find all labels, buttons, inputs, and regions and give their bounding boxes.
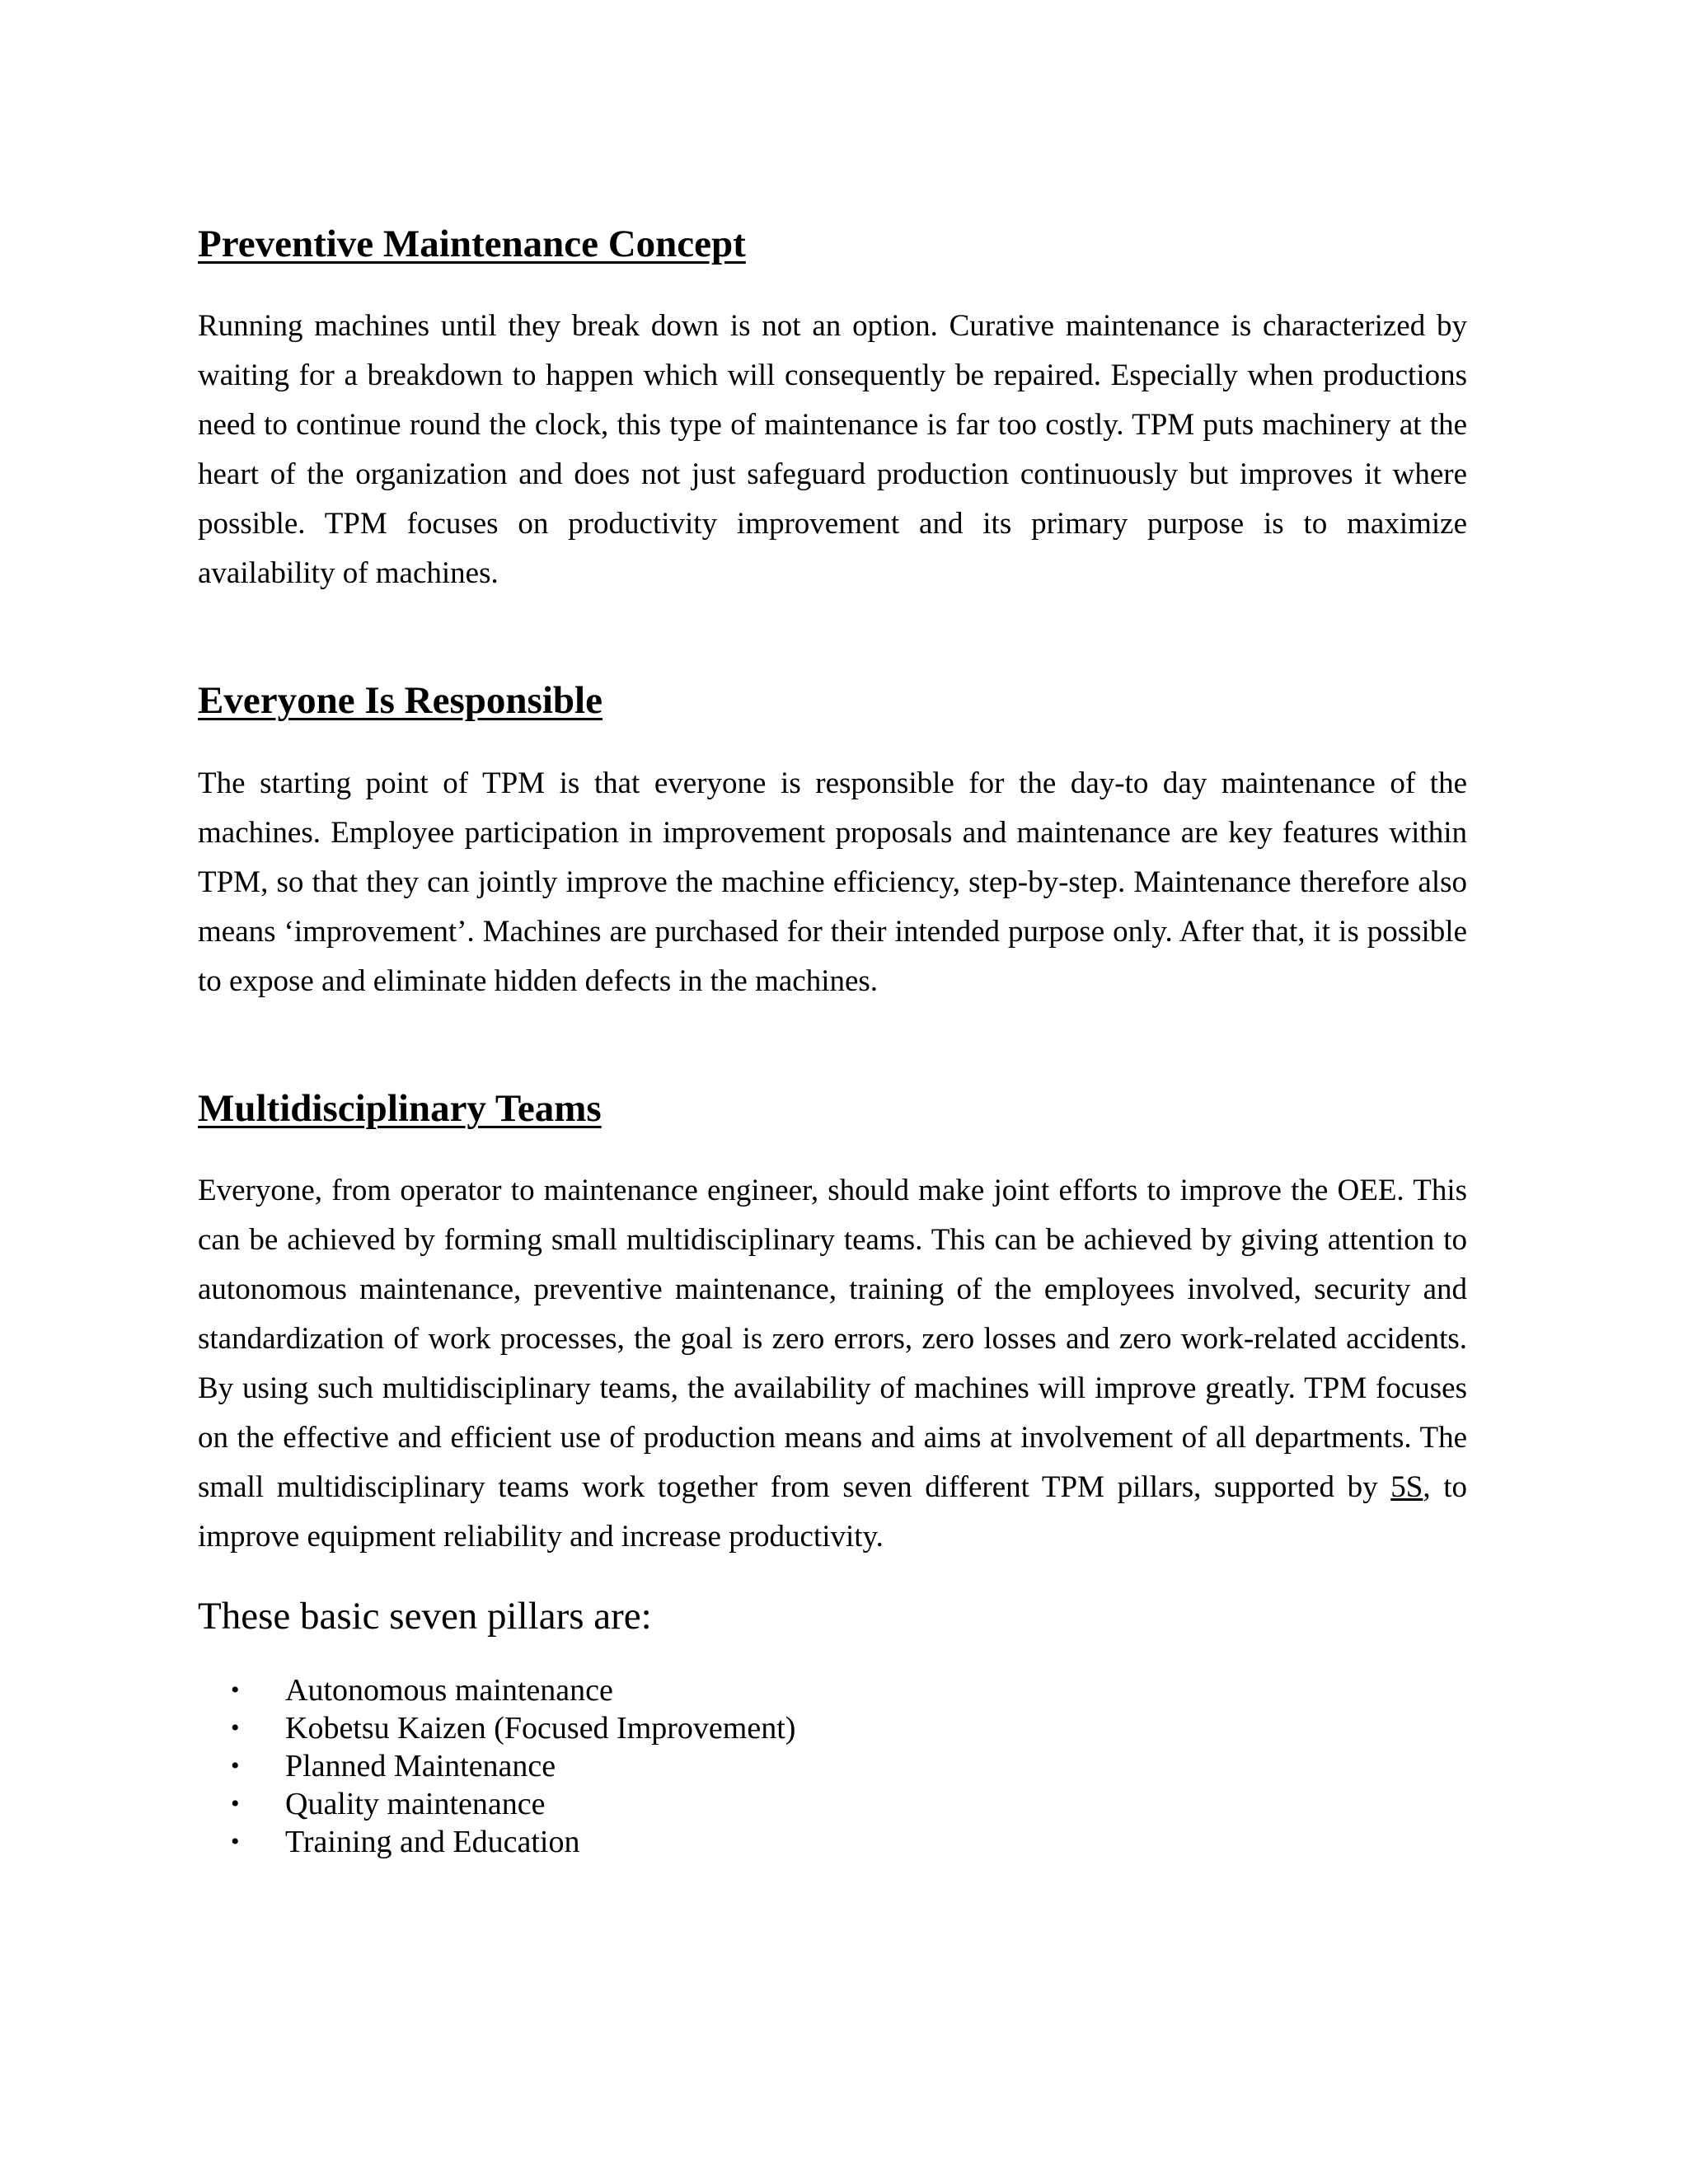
list-item <box>231 1747 1467 1785</box>
list-item-label: Autonomous maintenance <box>285 1672 613 1708</box>
section-heading: Preventive Maintenance Concept <box>198 223 746 265</box>
bullet-icon: • <box>231 1827 240 1855</box>
section-paragraph: The starting point of TPM is that everyone is responsible for the day-to day maintenance of the machines. Employee participation in improvement proposals and maintenance are key features within TPM, so that they can jointly improve the machine efficiency, step-by-step. Maintenance therefore also means ‘improvement’. Machines are purchased for their intended purpose only. After that, it is possible to expose and eliminate hidden defects in the machines. <box>198 766 1467 998</box>
list-item-label: Training and Education <box>285 1824 580 1859</box>
list-item-label: Kobetsu Kaizen (Focused Improvement) <box>285 1710 796 1746</box>
section-multidisciplinary-teams <box>198 1085 1467 1562</box>
list-item-label: Quality maintenance <box>285 1786 546 1821</box>
section-heading: Everyone Is Responsible <box>198 679 603 723</box>
bullet-icon: • <box>231 1789 240 1817</box>
pillars-list <box>198 1671 1467 1861</box>
section-everyone-responsible <box>198 677 1467 1005</box>
list-item <box>231 1709 1467 1747</box>
bullet-icon: • <box>231 1751 240 1779</box>
5s-link[interactable]: 5S <box>1390 1470 1423 1505</box>
section-paragraph: Running machines until they break down is not an option. Curative maintenance is characterized by waiting for a breakdown to happen which will consequently be repaired. Especially when productions need to continue round the clock, this type of maintenance is far too costly. TPM puts machinery at the heart of the organization and does not just safeguard production continuously but improves it where possible. TPM focuses on productivity improvement and its primary purpose is to maximize availability of machines. <box>198 309 1467 591</box>
section-paragraph <box>198 1166 1467 1562</box>
pillars-intro: These basic seven pillars are: <box>198 1595 652 1638</box>
bullet-icon: • <box>231 1675 240 1704</box>
paragraph-text-after-link: , to improve equipment reliability and increase productivity. <box>198 1470 1468 1554</box>
list-item <box>231 1823 1467 1861</box>
paragraph-text-before-link: Everyone, from operator to maintenance engineer, should make joint efforts to improve the OEE. This can be achieved by forming small multidisciplinary teams. This can be achieved by giving attention to autonomous maintenance, preventive maintenance, training of the employees involved, security and standardization of work processes, the goal is zero errors, zero losses and zero work-related accidents. By using such multidisciplinary teams, the availability of machines will improve greatly. TPM focuses on the effective and efficient use of production means and aims at involvement of all departments. The small multidisciplinary teams work together from seven different TPM pillars, supported by <box>198 1174 1467 1505</box>
section-heading: Multidisciplinary Teams <box>198 1086 602 1130</box>
bullet-icon: • <box>231 1713 240 1741</box>
list-item <box>231 1785 1467 1823</box>
section-preventive-maintenance <box>198 221 1467 598</box>
list-item <box>231 1671 1467 1709</box>
document-page <box>198 221 1467 1861</box>
list-item-label: Planned Maintenance <box>285 1748 556 1783</box>
